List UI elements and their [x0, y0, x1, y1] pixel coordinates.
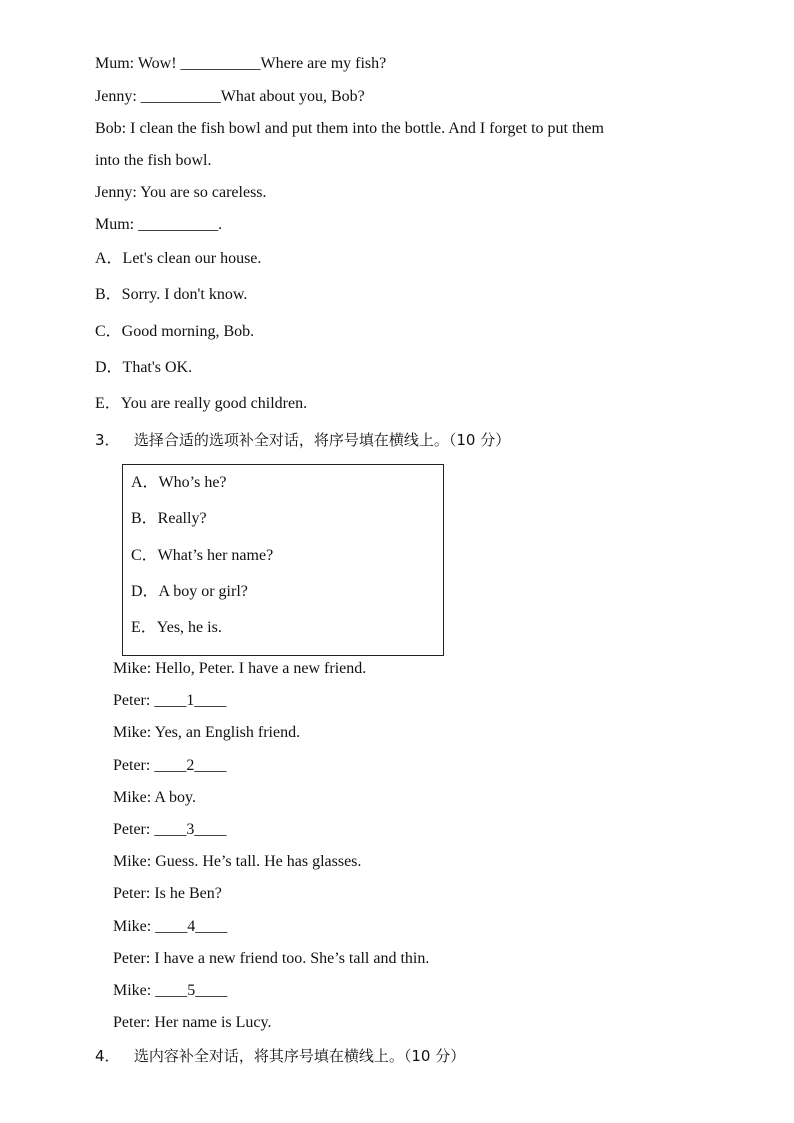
question-4-title: 4． 选内容补全对话，将其序号填在横线上。（10 分）: [95, 1047, 466, 1065]
option-item: B．Sorry. I don't know.: [95, 286, 248, 303]
dialogue-line: Mike: Hello, Peter. I have a new friend.: [113, 660, 367, 677]
option-item: C．Good morning, Bob.: [95, 323, 255, 340]
option-item: D．That's OK.: [95, 359, 193, 376]
dialogue-line: Peter: ____1____: [113, 692, 227, 709]
option-item: A．Who’s he?: [131, 474, 227, 491]
dialogue-line: Mike: Yes, an English friend.: [113, 724, 301, 741]
option-item: A．Let's clean our house.: [95, 250, 262, 267]
dialogue-line: Bob: I clean the fish bowl and put them into the bottle. And I forget to put them: [95, 120, 604, 137]
dialogue-line: Jenny: You are so careless.: [95, 184, 267, 201]
option-item: B．Really?: [131, 510, 207, 527]
option-item: D．A boy or girl?: [131, 583, 248, 600]
dialogue-line: Mum: __________.: [95, 216, 223, 233]
option-item: E．You are really good children.: [95, 395, 308, 412]
dialogue-line: Peter: Her name is Lucy.: [113, 1014, 272, 1031]
option-item: E．Yes, he is.: [131, 619, 222, 636]
dialogue-line: Peter: I have a new friend too. She’s tall and thin.: [113, 950, 430, 967]
dialogue-line: Peter: ____3____: [113, 821, 227, 838]
dialogue-line: Mum: Wow! __________Where are my fish?: [95, 55, 387, 72]
dialogue-line: Mike: ____5____: [113, 982, 228, 999]
dialogue-line: Peter: Is he Ben?: [113, 885, 222, 902]
dialogue-line: Peter: ____2____: [113, 757, 227, 774]
dialogue-line: Mike: Guess. He’s tall. He has glasses.: [113, 853, 362, 870]
dialogue-line: into the fish bowl.: [95, 152, 212, 169]
dialogue-line: Jenny: __________What about you, Bob?: [95, 88, 365, 105]
dialogue-line: Mike: A boy.: [113, 789, 196, 806]
option-item: C．What’s her name?: [131, 547, 274, 564]
dialogue-line: Mike: ____4____: [113, 918, 228, 935]
question-3-title: 3． 选择合适的选项补全对话，将序号填在横线上。（10 分）: [95, 431, 511, 449]
